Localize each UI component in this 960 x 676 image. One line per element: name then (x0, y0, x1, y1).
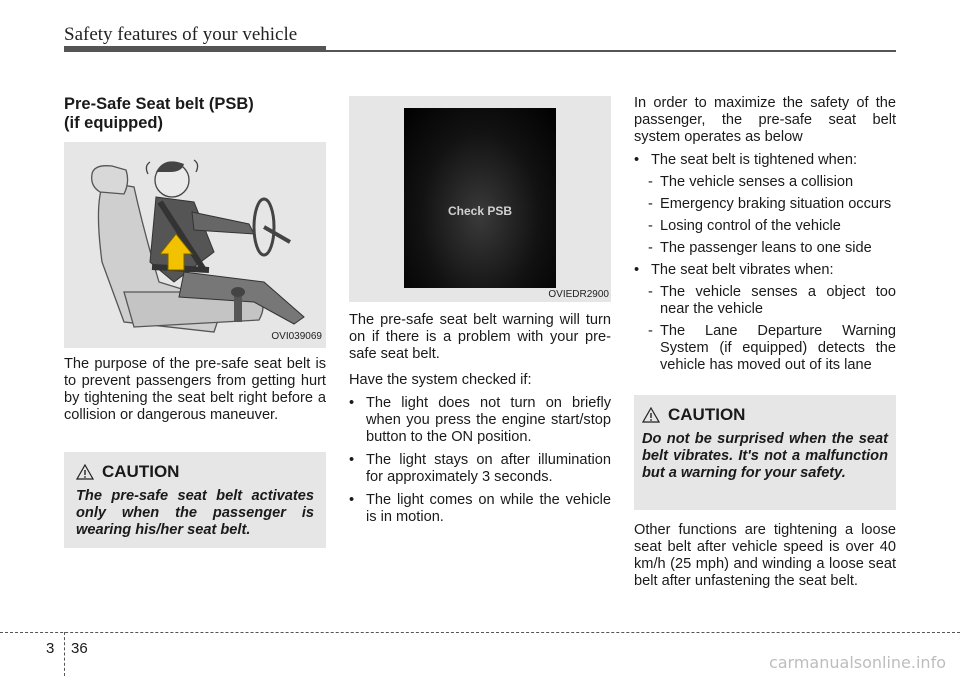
list-item: - The vehicle senses a collision (648, 174, 854, 190)
list-item: • The light comes on while the vehicle is in motion. (349, 492, 611, 525)
figure-code: OVIEDR2900 (548, 289, 609, 300)
seat-belt-illustration (64, 142, 326, 348)
bullet-glyph: • (349, 395, 355, 411)
bullet-glyph: • (634, 262, 640, 278)
header-rule-thin (326, 50, 896, 52)
dash-glyph: - (648, 196, 653, 212)
check-intro: Have the system checked if: (349, 372, 532, 388)
watermark: carmanualsonline.info (768, 653, 946, 672)
intro-paragraph: In order to maximize the safety of the passenger, the pre-safe seat belt system operates as below (634, 95, 896, 145)
caution-title: CAUTION (668, 405, 746, 424)
list-item: - The vehicle senses a object too near the vehicle (648, 284, 896, 317)
bullet-glyph: • (349, 492, 355, 508)
footer-rule (0, 632, 960, 633)
col3-bottom-text (634, 522, 896, 590)
col2-text (349, 312, 611, 526)
caution-title: CAUTION (102, 462, 180, 481)
section-heading-line2: (if equipped) (64, 114, 163, 132)
chapter-number: 3 (46, 640, 55, 657)
caution-text: Do not be surprised when the seat belt vibrates. It's not a malfunction but a warning for your safety. (642, 431, 888, 481)
page-number: 36 (71, 640, 88, 657)
dash-glyph: - (648, 323, 653, 339)
caution-header (642, 405, 888, 425)
warning-triangle-icon (642, 407, 660, 423)
dash-glyph: - (648, 284, 653, 300)
header-rule (64, 46, 326, 52)
cluster-display (404, 108, 556, 288)
cluster-display-figure (349, 96, 611, 302)
check-psb-label: Check PSB (447, 204, 513, 218)
driver-seat-illustration (64, 142, 326, 348)
dash-glyph: - (648, 218, 653, 234)
caution-header (76, 462, 314, 482)
list-item: - The passenger leans to one side (648, 240, 872, 256)
warning-paragraph: The pre-safe seat belt warning will turn on if there is a problem with your pre-safe seat belt. (349, 312, 611, 362)
section-heading-line1: Pre-Safe Seat belt (PSB) (64, 95, 254, 113)
footer-divider (64, 632, 65, 676)
caution-box (634, 395, 896, 510)
dash-glyph: - (648, 240, 653, 256)
bullet-glyph: • (634, 152, 640, 168)
dash-glyph: - (648, 174, 653, 190)
list-item: - The Lane Departure Warning System (if equipped) detects the vehicle has moved out of its lane (648, 323, 896, 373)
purpose-paragraph: The purpose of the pre-safe seat belt is to prevent passengers from getting hurt by tightening the seat belt right before a collision or dangerous maneuver. (64, 356, 326, 423)
list-item: • The seat belt is tightened when: (634, 152, 858, 168)
warning-triangle-icon (76, 464, 94, 480)
figure-code: OVI039069 (271, 331, 322, 342)
caution-text: The pre-safe seat belt activates only when the passenger is wearing his/her seat belt. (76, 488, 314, 538)
col1-text (64, 356, 326, 424)
bullet-glyph: • (349, 452, 355, 468)
list-item: - Emergency braking situation occurs (648, 196, 892, 212)
col3-text (634, 95, 896, 374)
list-item: - Losing control of the vehicle (648, 218, 841, 234)
caution-box (64, 452, 326, 548)
header-title: Safety features of your vehicle (64, 24, 298, 45)
section-heading (64, 95, 326, 133)
other-functions-paragraph: Other functions are tightening a loose seat belt after vehicle speed is over 40 km/h (25 mph) and winding a loose seat belt after unfastening the seat belt. (634, 522, 896, 589)
list-item: • The light stays on after illumination for approximately 3 seconds. (349, 452, 611, 485)
list-item: • The light does not turn on briefly when you press the engine start/stop button to the ON position. (349, 395, 611, 445)
list-item: • The seat belt vibrates when: (634, 262, 834, 278)
